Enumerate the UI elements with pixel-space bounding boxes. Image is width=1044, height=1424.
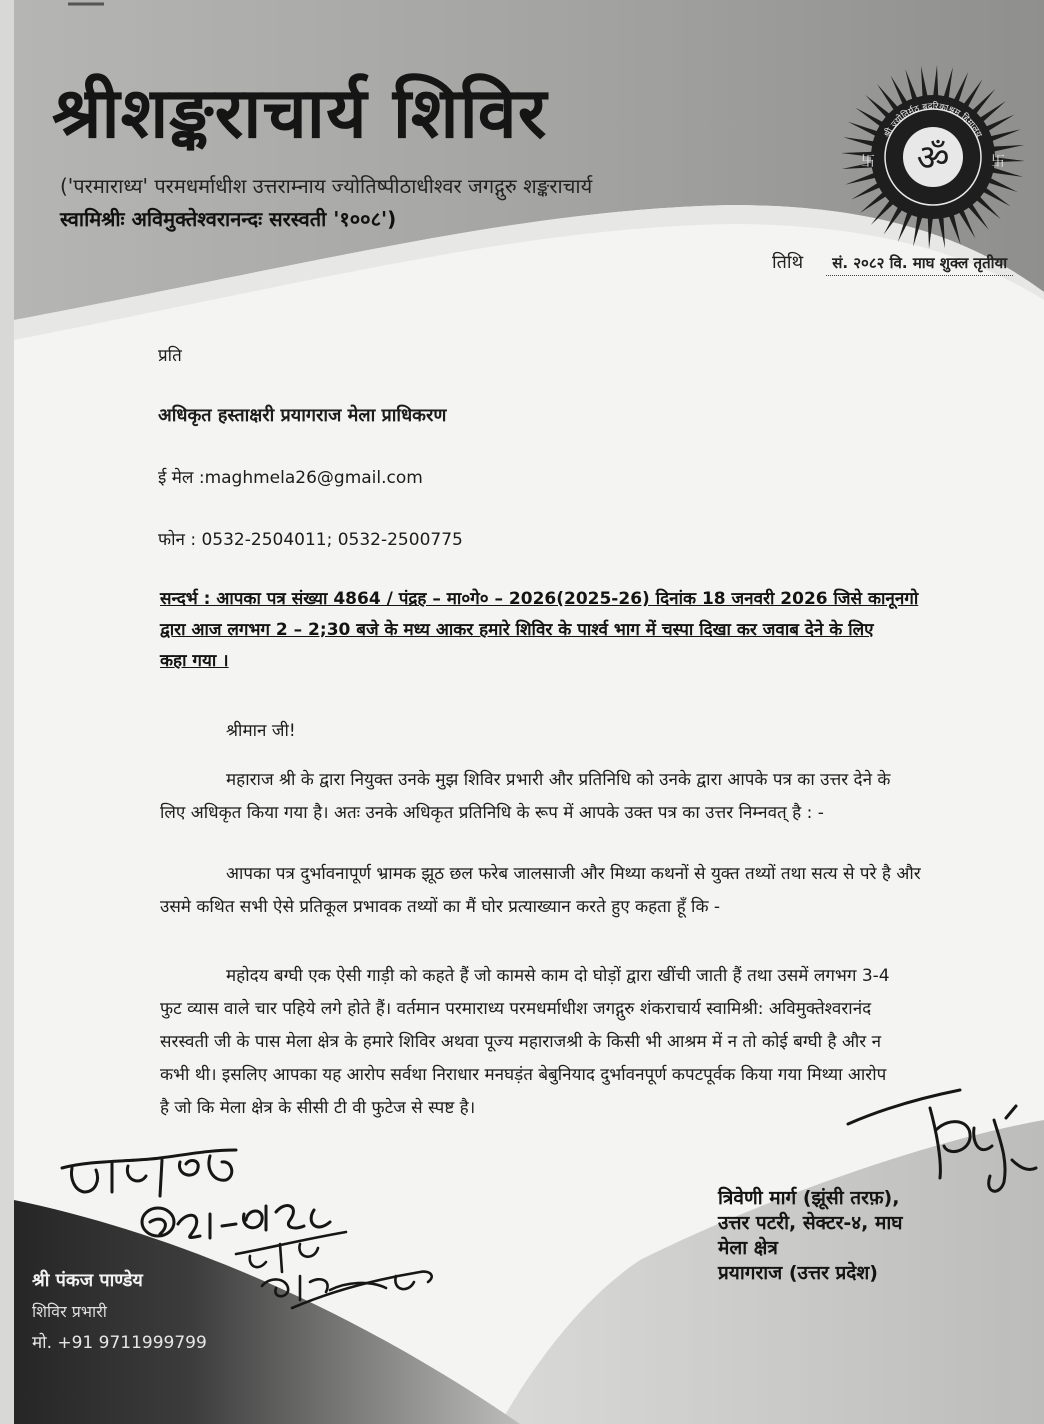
paragraph-line: सरस्वती जी के पास मेला क्षेत्र के हमारे शिविर अथवा पूज्य महाराजश्री के किसी भी आश्रम में न तो कोई बग्घी है और न <box>160 1032 882 1052</box>
address-line: उत्तर पटरी, सेक्टर-४, माघ <box>718 1212 903 1234</box>
paragraph-line: लिए अधिकृत किया गया है। अतः उनके अधिकृत प्रतिनिधि के रूप में आपके उक्त पत्र का उत्तर निम्नवत् है : - <box>160 803 824 823</box>
sender-phone: मो. +91 9711999799 <box>32 1333 207 1353</box>
reference-line: कहा गया । <box>160 651 229 671</box>
swastika-right-icon: 卐 <box>991 154 1005 170</box>
swastika-left-icon: 卐 <box>861 154 875 170</box>
om-symbol: ॐ <box>916 138 950 179</box>
seal-arc-text: श्री ज्योतिर्मठ बदरिकाश्रम हिमालय <box>882 101 984 140</box>
date-label: तिथि <box>772 252 804 273</box>
paragraph-line: आपका पत्र दुर्भावनापूर्ण भ्रामक झूठ छल फरेब जालसाजी और मिथ्या कथनों से युक्त तथ्यों तथा सत्य से परे है और <box>226 864 921 884</box>
address-line: त्रिवेणी मार्ग (झूंसी तरफ़), <box>718 1187 900 1209</box>
letterhead-subtitle-line1: ('परमाराध्य' परमधर्माधीश उत्तराम्नाय ज्योतिष्पीठाधीश्वर जगद्गुरु शङ्कराचार्य <box>60 174 593 198</box>
letterhead-title: श्रीशङ्कराचार्य शिविर <box>52 72 548 154</box>
sender-role: शिविर प्रभारी <box>32 1302 107 1321</box>
reference-line: सन्दर्भ : आपका पत्र संख्या 4864 / पंद्रह – मा०गे० – 2026(2025-26) दिनांक 18 जनवरी 2026 जिसे कानूनगो <box>160 589 919 609</box>
paragraph-line: है जो कि मेला क्षेत्र के सीसी टी वी फुटेज से स्पष्ट है। <box>160 1098 476 1118</box>
address-line: प्रयागराज (उत्तर प्रदेश) <box>718 1262 878 1284</box>
address-line: मेला क्षेत्र <box>718 1237 778 1259</box>
received-date-handwriting <box>142 1206 330 1238</box>
received-note-handwriting <box>62 1150 236 1196</box>
signature-handwriting <box>848 1090 1036 1191</box>
recipient-email: ई मेल :maghmela26@gmail.com <box>158 468 423 488</box>
handwritten-subnote <box>236 1232 432 1308</box>
paragraph-line: उसमे कथित सभी ऐसे प्रतिकूल प्रभावक तथ्यों का मैं घोर प्रत्याख्यान करते हुए कहता हूँ कि - <box>160 897 721 917</box>
paragraph-line: कभी थी। इसलिए आपका यह आरोप सर्वथा निराधार मनघड़ंत बेबुनियाद दुर्भावनपूर्ण कपटपूर्वक किया गया मिथ्या आरोप <box>160 1065 887 1085</box>
recipient-phone: फोन : 0532-2504011; 0532-2500775 <box>158 530 463 550</box>
salutation: श्रीमान जी! <box>226 721 296 741</box>
letterhead-subtitle-line2: स्वामिश्रीः अविमुक्तेश्वरानन्दः सरस्वती '१००८') <box>60 207 397 231</box>
paragraph-line: महोदय बग्घी एक ऐसी गाड़ी को कहते हैं जो कामसे काम दो घोड़ों द्वारा खींची जाती हैं तथा उसमें लगभग 3-4 <box>226 966 890 986</box>
paragraph-line: महाराज श्री के द्वारा नियुक्त उनके मुझ शिविर प्रभारी और प्रतिनिधि को उनके द्वारा आपके पत्र का उत्तर देने के <box>226 770 891 790</box>
to-label: प्रति <box>158 346 182 366</box>
paragraph-line: फुट व्यास वाले चार पहिये लगे होते हैं। वर्तमान परमाराध्य परमधर्माधीश जगद्गुरु शंकराचार्य स्वामिश्री: अविमुक्तेश्वरानंद <box>160 999 872 1019</box>
addressee: अधिकृत हस्ताक्षरी प्रयागराज मेला प्राधिकरण <box>158 405 447 426</box>
sender-name: श्री पंकज पाण्डेय <box>32 1270 143 1291</box>
reference-line: द्वारा आज लगभग 2 – 2;30 बजे के मध्य आकर हमारे शिविर के पार्श्व भाग में चस्पा दिखा कर जवाब देने के लिए <box>160 620 874 640</box>
date-value: सं. २०८२ वि. माघ शुक्ल तृतीया <box>826 253 1013 276</box>
